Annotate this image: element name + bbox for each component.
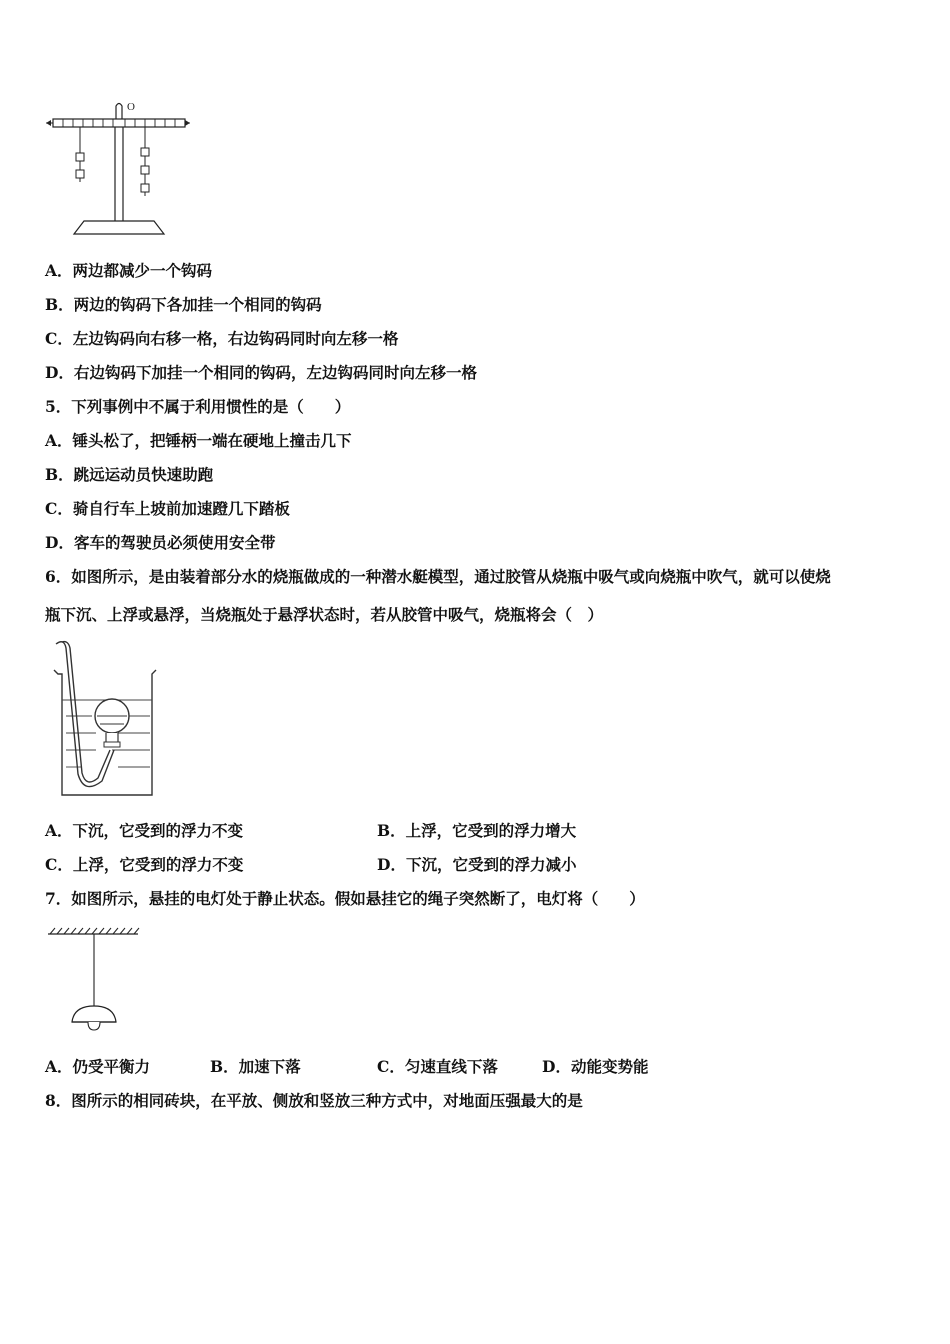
q5-option-d: D．客车的驾驶员必须使用安全带	[45, 533, 276, 552]
q5-stem: 5．下列事例中不属于利用惯性的是（ ）	[45, 397, 351, 416]
q4-option-c: C．左边钩码向右移一格，右边钩码同时向左移一格	[45, 329, 399, 348]
q4-option-a: A．两边都减少一个钩码	[45, 261, 213, 280]
hanging-lamp-figure	[46, 924, 142, 1034]
q5-option-c: C．骑自行车上坡前加速蹬几下踏板	[45, 499, 290, 518]
submarine-flask-figure	[52, 638, 162, 800]
q6-option-c: C．上浮，它受到的浮力不变	[45, 855, 244, 874]
q8-stem: 8．图所示的相同砖块，在平放、侧放和竖放三种方式中，对地面压强最大的是	[45, 1091, 583, 1110]
q5-option-b: B．跳远运动员快速助跑	[45, 465, 214, 484]
q7-option-a: A．仍受平衡力	[45, 1057, 151, 1076]
lever-balance-figure	[44, 98, 194, 238]
q7-stem: 7．如图所示，悬挂的电灯处于静止状态。假如悬挂它的绳子突然断了，电灯将（ ）	[45, 889, 645, 908]
pivot-label: O	[127, 101, 135, 113]
q6-options-row2	[45, 855, 576, 875]
q7-options-row	[45, 1057, 648, 1077]
q4-option-b: B．两边的钩码下各加挂一个相同的钩码	[45, 295, 322, 314]
q6-stem-line2: 瓶下沉、上浮或悬浮，当烧瓶处于悬浮状态时，若从胶管中吸气，烧瓶将会（ ）	[45, 605, 604, 624]
q6-options-row1	[45, 821, 576, 841]
q6-option-b: B．上浮，它受到的浮力增大	[377, 821, 577, 840]
q6-stem-line1: 6．如图所示，是由装着部分水的烧瓶做成的一种潜水艇模型，通过胶管从烧瓶中吸气或向烧瓶中吹气，就可以使烧	[45, 567, 831, 586]
q7-option-c: C．匀速直线下落	[377, 1057, 498, 1076]
q4-option-d: D．右边钩码下加挂一个相同的钩码，左边钩码同时向左移一格	[45, 363, 477, 382]
q6-option-d: D．下沉，它受到的浮力减小	[377, 855, 577, 874]
q7-option-d: D．动能变势能	[542, 1057, 649, 1076]
q5-option-a: A．锤头松了，把锤柄一端在硬地上撞击几下	[45, 431, 352, 450]
q6-option-a: A．下沉，它受到的浮力不变	[45, 821, 244, 840]
q7-option-b: B．加速下落	[210, 1057, 301, 1076]
